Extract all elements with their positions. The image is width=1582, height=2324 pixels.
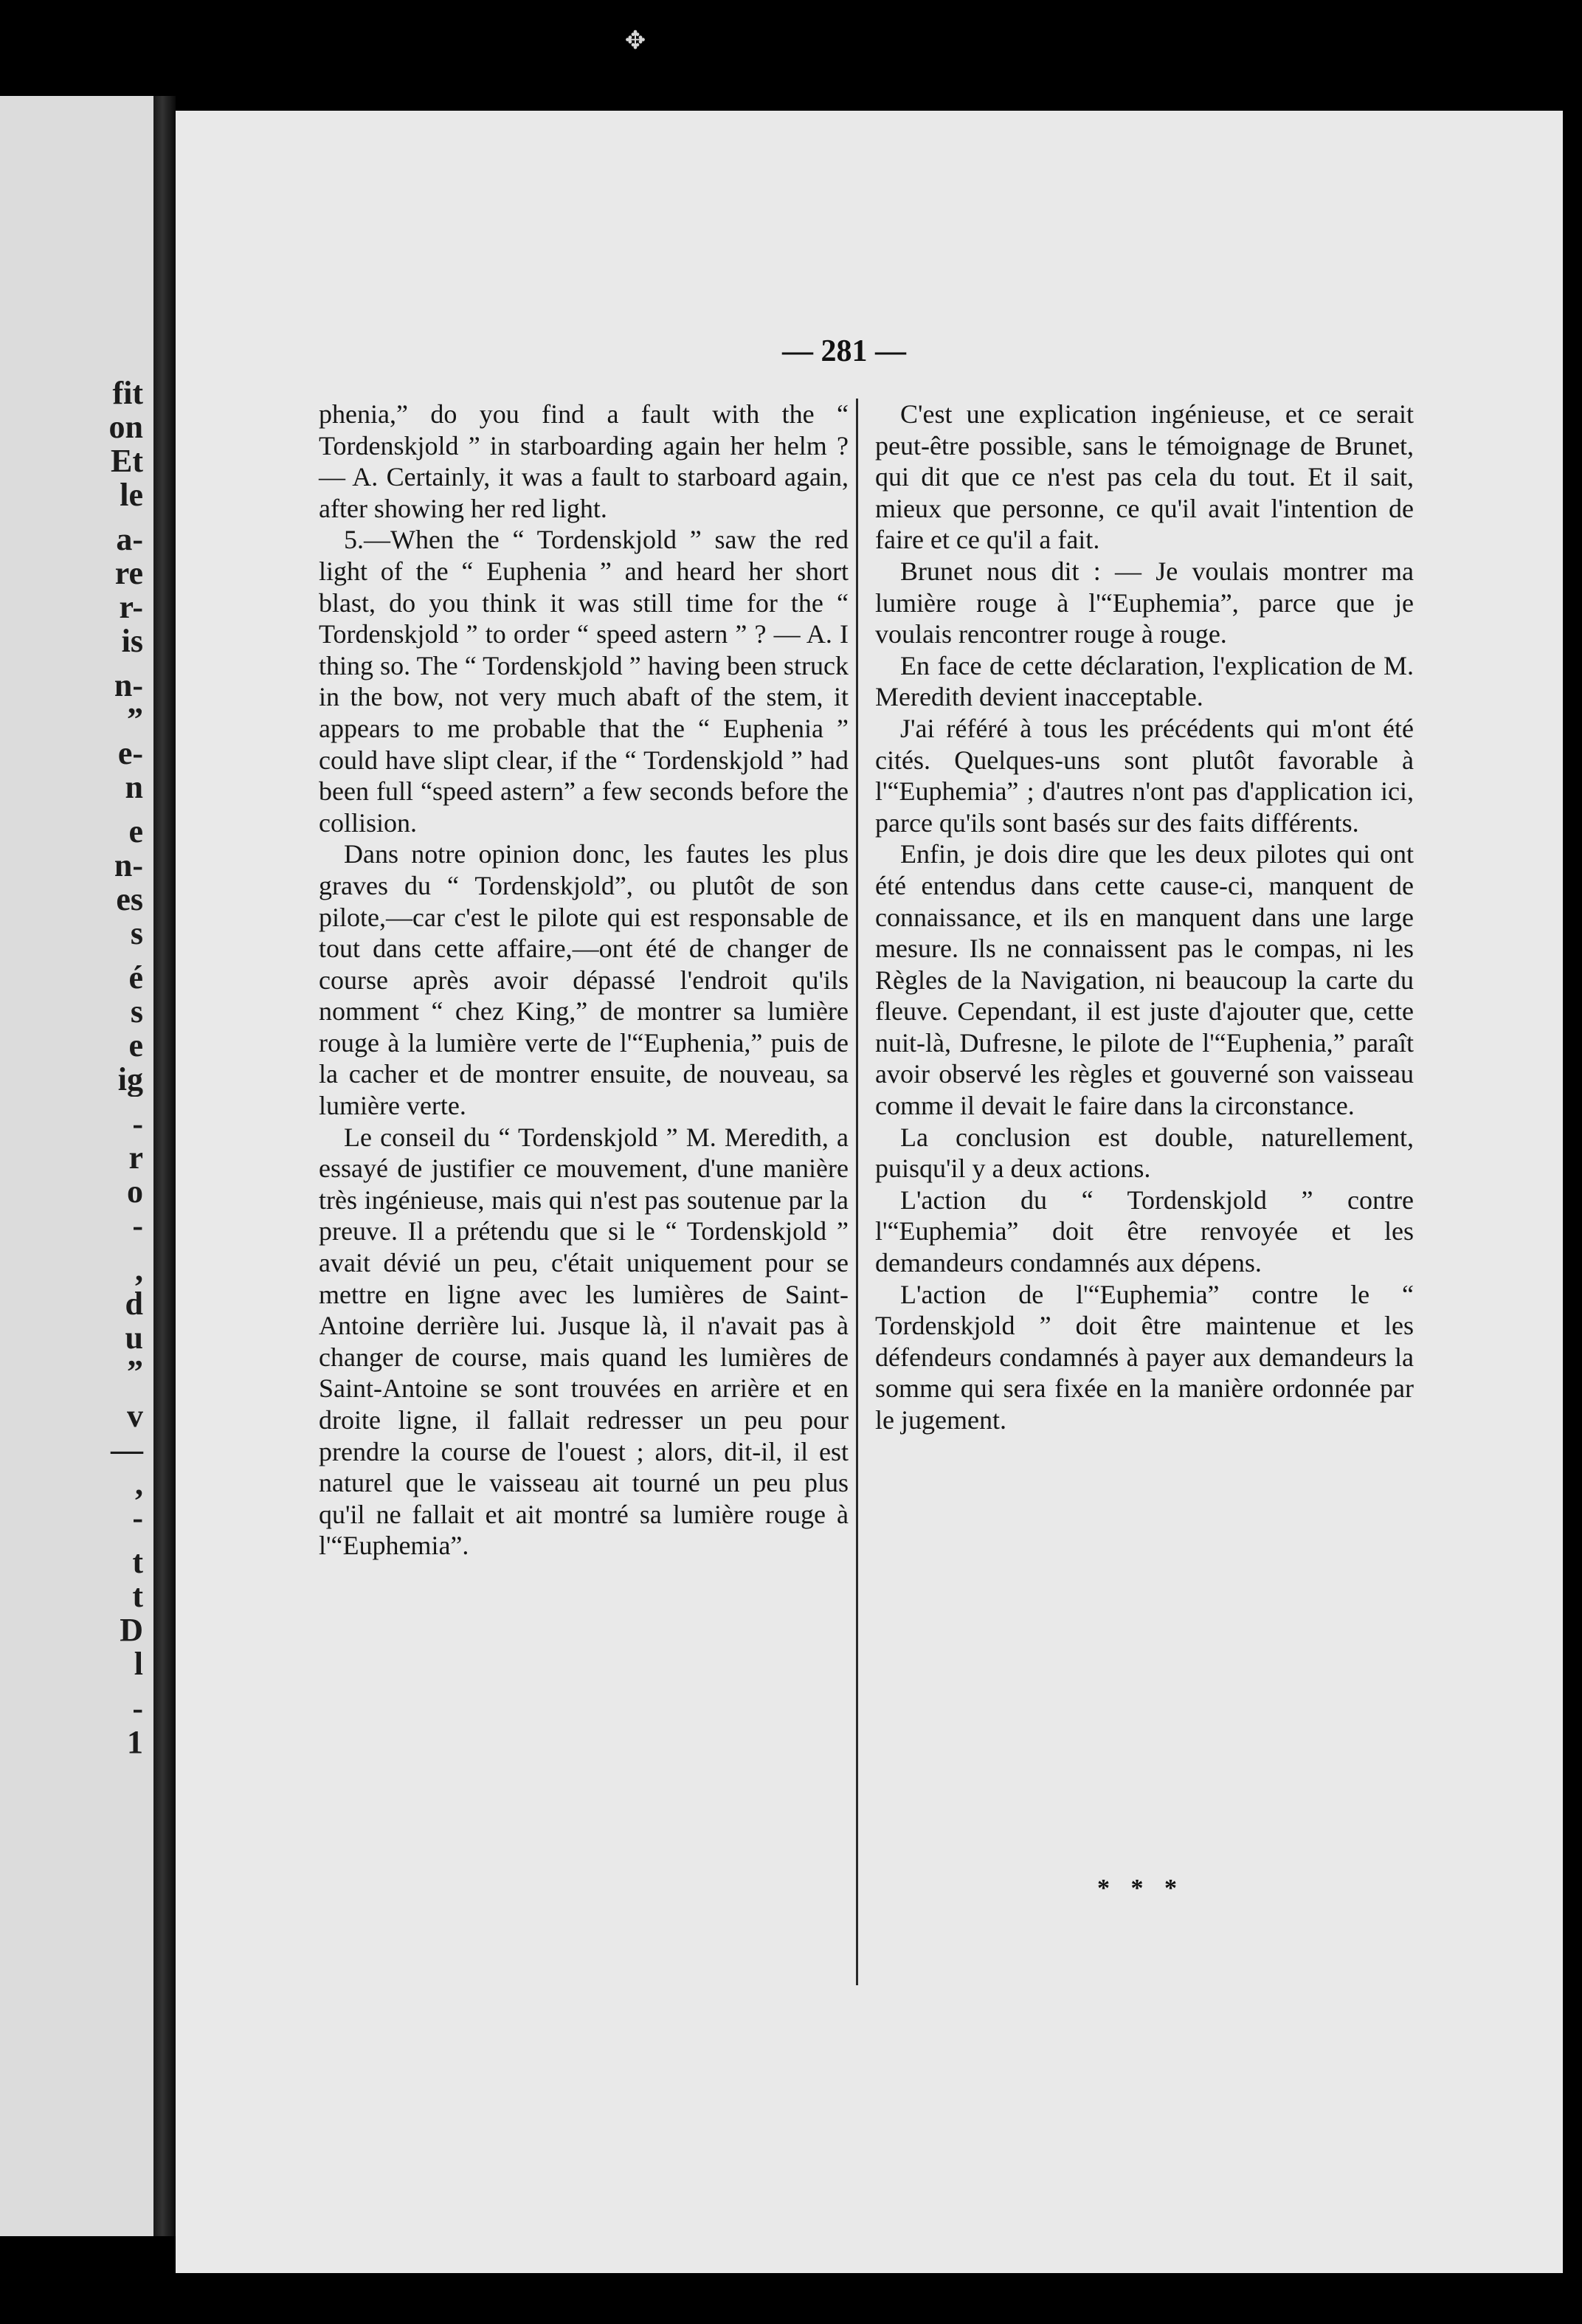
previous-page-fragment: - bbox=[132, 1501, 143, 1535]
previous-page-fragment: v bbox=[127, 1399, 143, 1433]
right-column bbox=[875, 399, 1414, 1436]
previous-page-fragment: ” bbox=[127, 703, 143, 737]
previous-page-fragment: r- bbox=[119, 590, 143, 624]
previous-page-fragment: , bbox=[135, 1467, 143, 1501]
right-column-paragraph: La conclusion est double, naturellement, puisqu'il y a deux actions. bbox=[875, 1122, 1414, 1184]
previous-page-fragment: Et bbox=[111, 444, 143, 478]
right-column-paragraph: Enfin, je dois dire que les deux pilotes qui ont été entendus dans cette cause-ci, manquent de connaissance, et ils en manquent dans une large mesure. Ils ne connaissent pas le compas, ni les Règles de la Navigation, ni beaucoup la carte du fleuve. Cependant, il est juste d'ajouter que, cette nuit-là, Dufresne, le pilote de l'“Euphenia,” paraît avoir observé les règles et gouverné son vaisseau comme il devait le faire dans la circonstance. bbox=[875, 839, 1414, 1121]
right-column-paragraph: L'action de l'“Euphemia” contre le “ Tordenskjold ” doit être maintenue et les défendeurs condamnés à payer aux demandeurs la somme qui sera fixée en la manière ordonnée par le jugement. bbox=[875, 1279, 1414, 1435]
previous-page-fragment: ” bbox=[127, 1355, 143, 1389]
film-registration-mark: ✥ bbox=[624, 27, 646, 55]
right-column-paragraph: J'ai référé à tous les précédents qui m'ont été cités. Quelques-uns sont plutôt favorable à l'“Euphemia” ; d'autres n'ont pas d'application ici, parce qu'ils sont basés sur des faits différents. bbox=[875, 713, 1414, 838]
page-gutter bbox=[153, 96, 176, 2236]
previous-page-fragment: fit bbox=[112, 376, 143, 410]
left-column-paragraph: phenia,” do you find a fault with the “ Tordenskjold ” in starboarding again her helm ? — A. Certainly, it was a fault to starboard again, after showing her red light. bbox=[319, 399, 849, 523]
previous-page-fragment: - bbox=[132, 1107, 143, 1141]
previous-page-fragment: — bbox=[111, 1433, 143, 1467]
left-column-paragraph: 5.—When the “ Tordenskjold ” saw the red light of the “ Euphenia ” and heard her short blast, do you think it was still time for the “ Tordenskjold ” to order “ speed astern ” ? — A. I thing so. The “ Tordenskjold ” having been struck in the bow, not very much abaft of the stem, it appears to me probable that the “ Euphenia ” could have slipt clear, if the “ Tordenskjold ” had been full “speed astern” a few seconds before the collision. bbox=[319, 525, 849, 838]
right-column-paragraph: En face de cette déclaration, l'explication de M. Meredith devient inacceptable. bbox=[875, 650, 1414, 712]
left-column-paragraph: Le conseil du “ Tordenskjold ” M. Meredith, a essayé de justifier ce mouvement, d'une manière très ingénieuse, mais qui n'est pas soutenue par la preuve. Il a prétendu que si le “ Tordenskjold ” avait dévié un peu, c'était uniquement pour se mettre en ligne avec les lumières de Saint-Antoine derrière lui. Jusque là, il n'avait pas à changer de course, mais quand les lumières de Saint-Antoine se sont trouvées en arrière et en droite ligne, il fallait redresser un peu pour prendre la course de l'ouest ; alors, dit-il, il est naturel que le vaisseau ait tourné un peu plus qu'il ne fallait et ait montré sa lumière rouge à l'“Euphemia”. bbox=[319, 1122, 849, 1561]
previous-page-edge bbox=[0, 96, 153, 2236]
previous-page-fragment: n bbox=[125, 770, 143, 804]
previous-page-fragment: - bbox=[132, 1692, 143, 1725]
previous-page-fragment: on bbox=[108, 410, 143, 444]
previous-page-fragment: n- bbox=[114, 669, 143, 703]
previous-page-fragment: s bbox=[130, 995, 143, 1029]
previous-page-fragment: - bbox=[132, 1209, 143, 1243]
previous-page-fragment: r bbox=[128, 1141, 143, 1175]
previous-page-fragment: , bbox=[135, 1253, 143, 1287]
previous-page-fragment: a- bbox=[116, 523, 143, 556]
left-column-paragraph: Dans notre opinion donc, les fautes les plus graves du “ Tordenskjold”, ou plutôt de son pilote,—car c'est le pilote qui est responsable de tout dans cette affaire,—ont été de changer de course après avoir dépassé l'endroit qu'ils nomment “ chez King,” de montrer sa lumière rouge à la lumière verte de l'“Euphenia,” puis de la cacher et de montrer ensuite, de nouveau, sa lumière verte. bbox=[319, 839, 849, 1121]
previous-page-fragment: o bbox=[127, 1175, 143, 1209]
previous-page-fragment: e bbox=[128, 815, 143, 849]
previous-page-fragment: D bbox=[120, 1613, 143, 1647]
previous-page-fragment: e bbox=[128, 1029, 143, 1063]
previous-page-fragment: t bbox=[132, 1579, 143, 1613]
page-number: — 281 — bbox=[782, 334, 906, 368]
previous-page-fragment: s bbox=[130, 917, 143, 951]
previous-page-fragment: e- bbox=[117, 737, 143, 770]
previous-page-fragment: d bbox=[125, 1287, 143, 1321]
previous-page-fragment: is bbox=[121, 624, 143, 658]
previous-page-fragment: re bbox=[114, 556, 143, 590]
previous-page-fragment: le bbox=[120, 478, 143, 512]
right-column-paragraph: C'est une explication ingénieuse, et ce serait peut-être possible, sans le témoignage de Brunet, qui dit que ce n'est pas cela du tout. Et il sait, mieux que personne, ce qu'il avait l'intention de faire et ce qu'il a fait. bbox=[875, 399, 1414, 555]
column-divider bbox=[856, 399, 858, 1985]
previous-page-fragment: n- bbox=[114, 849, 143, 883]
previous-page-margin-text bbox=[0, 376, 148, 1759]
left-column bbox=[319, 399, 849, 1562]
right-column-paragraph: Brunet nous dit : — Je voulais montrer ma lumière rouge à l'“Euphemia”, parce que je voulais rencontrer rouge à rouge. bbox=[875, 556, 1414, 649]
section-ornament: * * * bbox=[1097, 1875, 1184, 1902]
previous-page-fragment: é bbox=[128, 961, 143, 995]
right-column-paragraph: L'action du “ Tordenskjold ” contre l'“Euphemia” doit être renvoyée et les demandeurs condamnés aux dépens. bbox=[875, 1185, 1414, 1278]
previous-page-fragment: t bbox=[132, 1545, 143, 1579]
previous-page-fragment: es bbox=[116, 883, 143, 917]
previous-page-fragment: u bbox=[125, 1321, 143, 1355]
previous-page-fragment: 1 bbox=[127, 1725, 143, 1759]
previous-page-fragment: l bbox=[134, 1647, 143, 1681]
previous-page-fragment: ig bbox=[117, 1063, 143, 1097]
